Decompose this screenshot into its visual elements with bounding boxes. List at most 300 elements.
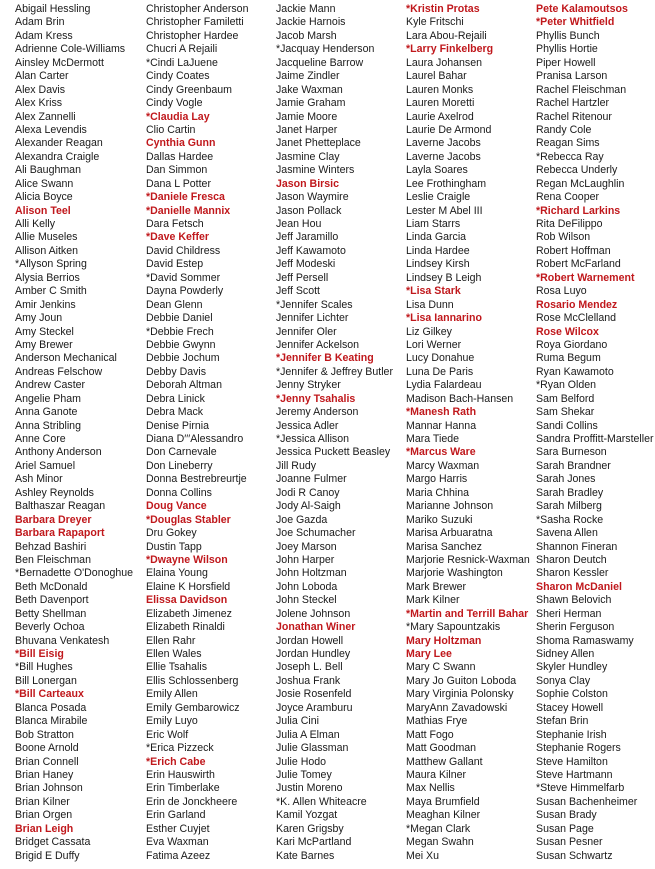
name-entry: Adam Brin — [15, 16, 65, 29]
name-entry: Brian Johnson — [15, 782, 83, 795]
name-entry: Lori Werner — [406, 338, 462, 351]
name-entry: Beverly Ochoa — [15, 621, 85, 634]
name-entry: Angelie Pham — [15, 392, 81, 405]
name-entry: Debra Mack — [146, 406, 204, 419]
name-entry: Alice Swann — [15, 177, 74, 190]
name-entry: Laurie Axelrod — [406, 110, 474, 123]
name-entry: Reagan Sims — [536, 137, 600, 150]
name-entry: Pranisa Larson — [536, 70, 608, 83]
name-entry: *David Sommer — [146, 271, 221, 284]
name-entry: Marisa Sanchez — [406, 540, 482, 553]
name-entry: Laura Johansen — [406, 56, 482, 69]
name-entry: Laurel Bahar — [406, 70, 467, 83]
name-entry: Jason Waymire — [276, 191, 349, 204]
highlighted-name-entry: *Robert Warnement — [536, 271, 635, 284]
name-entry: Jordan Howell — [276, 634, 344, 647]
name-entry: Dustin Tapp — [146, 540, 202, 553]
name-entry: Mannar Hanna — [406, 419, 477, 432]
name-entry: Donna Collins — [146, 486, 212, 499]
name-entry: Allison Aitken — [15, 244, 79, 257]
name-entry: Anderson Mechanical — [15, 352, 117, 365]
name-entry: Don Lineberry — [146, 459, 213, 472]
name-entry: Lindsey B Leigh — [406, 271, 482, 284]
highlighted-name-entry: Rosario Mendez — [536, 298, 618, 311]
name-entry: Brian Kilner — [15, 795, 70, 808]
name-entry: Christopher Hardee — [146, 29, 239, 42]
highlighted-name-entry: *Daniele Fresca — [146, 191, 225, 204]
name-entry: Kamil Yozgat — [276, 809, 338, 822]
name-entry: Ellis Schlossenberg — [146, 674, 239, 687]
name-entry: Madison Bach-Hansen — [406, 392, 514, 405]
name-entry: Mathias Frye — [406, 715, 468, 728]
name-entry: Alli Kelly — [15, 218, 56, 230]
highlighted-name-entry: Jonathan Winer — [276, 621, 356, 634]
name-entry: Mary C Swann — [406, 661, 476, 674]
name-entry: Denise Pirnia — [146, 419, 210, 432]
name-entry: Jake Waxman — [276, 83, 343, 96]
name-entry: Anne Core — [15, 433, 66, 445]
name-entry: Laverne Jacobs — [406, 150, 481, 163]
name-entry: Matt Fogo — [406, 728, 454, 741]
name-entry: Stephanie Irish — [536, 728, 607, 741]
highlighted-name-entry: Jason Birsic — [276, 177, 340, 190]
name-entry: Sara Burneson — [536, 446, 607, 459]
name-entry: Bill Lonergan — [15, 674, 77, 687]
name-entry: John Harper — [276, 553, 335, 566]
name-entry: Lara Abou-Rejaili — [406, 29, 487, 42]
highlighted-name-entry: *Douglas Stabler — [146, 513, 231, 526]
name-entry: Laurie De Armond — [406, 123, 492, 136]
name-entry: *Bill Hughes — [15, 661, 73, 674]
name-entry: *Steve Himmelfarb — [536, 782, 625, 795]
name-entry: Linda Hardee — [406, 244, 470, 257]
name-entry: *Jacquay Henderson — [276, 43, 375, 56]
name-entry: Jennifer Ackelson — [276, 338, 360, 351]
name-entry: Rachel Fleischman — [536, 83, 627, 96]
name-entry: Jody Al-Saigh — [276, 500, 341, 513]
name-entry: Matt Goodman — [406, 742, 477, 755]
name-entry: Janet Harper — [276, 123, 338, 136]
name-entry: *Bernadette O'Donoghue — [15, 567, 134, 580]
name-entry: Boone Arnold — [15, 742, 79, 755]
name-column-2 — [146, 3, 248, 863]
name-entry: Dean Glenn — [146, 298, 203, 311]
name-entry: Julie Hodo — [276, 755, 327, 768]
name-entry: Andreas Felschow — [15, 365, 103, 378]
name-entry: Rosa Luyo — [536, 285, 587, 298]
name-entry: Ellen Wales — [146, 648, 202, 660]
name-entry: Ellen Rahr — [146, 634, 196, 647]
name-entry: Karen Grigsby — [276, 822, 344, 835]
name-entry: Liam Starrs — [406, 218, 461, 230]
highlighted-name-entry: *Dwayne Wilson — [146, 553, 228, 566]
highlighted-name-entry: Mary Holtzman — [406, 634, 482, 647]
highlighted-name-entry: Barbara Rapaport — [15, 527, 105, 540]
name-entry: Amber C Smith — [15, 285, 87, 298]
name-entry: Rachel Ritenour — [536, 110, 612, 123]
name-entry: Maria Chhina — [406, 486, 470, 499]
name-entry: Lauren Monks — [406, 83, 474, 96]
name-entry: Joshua Frank — [276, 674, 341, 687]
name-entry: Margo Harris — [406, 473, 468, 486]
name-entry: *Ryan Olden — [536, 379, 597, 392]
name-entry: Diana D′′′Alessandro — [146, 433, 244, 445]
name-entry: Rose McClelland — [536, 312, 617, 325]
name-entry: Shannon Fineran — [536, 540, 618, 553]
highlighted-name-entry: *Claudia Lay — [146, 110, 210, 123]
name-entry: Esther Cuyjet — [146, 822, 210, 835]
name-entry: Elizabeth Jimenez — [146, 607, 232, 620]
name-entry: Dayna Powderly — [146, 285, 224, 298]
name-entry: Blanca Mirabile — [15, 715, 88, 728]
name-entry: *Rebecca Ray — [536, 150, 604, 163]
name-entry: Bhuvana Venkatesh — [15, 634, 110, 647]
name-entry: Jill Rudy — [276, 459, 317, 472]
name-entry: Alexa Levendis — [15, 123, 87, 136]
name-entry: Sonya Clay — [536, 674, 591, 687]
name-column-4 — [406, 3, 530, 863]
name-entry: Erin Timberlake — [146, 782, 220, 795]
highlighted-name-entry: *Manesh Rath — [406, 406, 477, 419]
name-entry: Debbie Gwynn — [146, 338, 216, 351]
name-entry: David Childress — [146, 244, 221, 257]
name-entry: Debby Davis — [146, 365, 207, 378]
name-entry: Maya Brumfield — [406, 795, 480, 808]
highlighted-name-entry: Alison Teel — [15, 204, 71, 217]
name-entry: Regan McLaughlin — [536, 177, 625, 190]
name-entry: Lydia Falardeau — [406, 379, 482, 392]
name-entry: Clio Cartin — [146, 123, 196, 136]
name-entry: Anna Ganote — [15, 406, 78, 419]
name-entry: Ariel Samuel — [15, 459, 76, 472]
highlighted-name-entry: *Jenny Tsahalis — [276, 392, 356, 405]
name-entry: Luna De Paris — [406, 365, 474, 378]
highlighted-name-entry: *Bill Eisig — [15, 648, 64, 660]
name-entry: Sherin Ferguson — [536, 621, 615, 634]
name-entry: *Sasha Rocke — [536, 513, 604, 526]
name-entry: *Jessica Allison — [276, 433, 350, 445]
name-entry: Stephanie Rogers — [536, 742, 621, 755]
name-entry: *K. Allen Whiteacre — [276, 795, 367, 808]
name-entry: Lee Frothingham — [406, 177, 487, 190]
name-entry: Amy Steckel — [15, 325, 74, 338]
highlighted-name-entry: Sharon McDaniel — [536, 580, 622, 593]
name-entry: Randy Cole — [536, 123, 592, 136]
name-entry: Alan Carter — [15, 70, 69, 83]
name-entry: Steve Hartmann — [536, 768, 613, 781]
name-entry: Erin Garland — [146, 809, 206, 822]
name-entry: Emily Luyo — [146, 715, 198, 728]
name-entry: Debra Linick — [146, 392, 205, 405]
name-entry: Marjorie Resnick-Waxman — [406, 553, 530, 566]
name-entry: Marcy Waxman — [406, 459, 480, 472]
name-entry: Kyle Fritschi — [406, 16, 464, 29]
name-entry: Sarah Bradley — [536, 486, 604, 499]
name-entry: Mary Jo Guiton Loboda — [406, 674, 517, 687]
name-entry: Fatima Azeez — [146, 849, 211, 862]
name-entry: Don Carnevale — [146, 446, 217, 459]
name-entry: Cindy Greenbaum — [146, 83, 232, 96]
name-entry: Sam Shekar — [536, 406, 595, 419]
name-entry: Rena Cooper — [536, 191, 600, 204]
name-entry: Jodi R Canoy — [276, 486, 340, 499]
name-entry: Maura Kilner — [406, 768, 467, 781]
name-entry: Alex Kriss — [15, 97, 63, 110]
name-entry: Steve Hamilton — [536, 755, 608, 768]
name-entry: Joseph L. Bell — [276, 661, 343, 674]
name-entry: Eva Waxman — [146, 836, 209, 849]
name-entry: Marjorie Washington — [406, 567, 503, 580]
name-entry: Ellie Tsahalis — [146, 661, 208, 674]
name-entry: Justin Moreno — [276, 782, 343, 795]
name-entry: Jason Pollack — [276, 204, 342, 217]
name-entry: Mary Virginia Polonsky — [406, 688, 514, 701]
name-entry: Liz Gilkey — [406, 325, 452, 338]
name-entry: Jeremy Anderson — [276, 406, 359, 419]
name-entry: Jordan Hundley — [276, 648, 351, 660]
name-entry: Shoma Ramaswamy — [536, 634, 634, 647]
name-entry: Joanne Fulmer — [276, 473, 347, 486]
name-entry: Jackie Harnois — [276, 16, 346, 29]
name-entry: Rachel Hartzler — [536, 97, 610, 110]
name-entry: Balthaszar Reagan — [15, 500, 106, 513]
name-entry: Susan Pesner — [536, 836, 603, 849]
highlighted-name-entry: *Bill Carteaux — [15, 688, 84, 701]
name-entry: Jean Hou — [276, 218, 322, 230]
name-entry: Adrienne Cole-Williams — [15, 43, 126, 56]
name-entry: Meaghan Kilner — [406, 809, 481, 822]
name-entry: Christopher Familetti — [146, 16, 244, 29]
name-entry: Susan Page — [536, 822, 594, 835]
name-entry: *Debbie Frech — [146, 325, 214, 338]
name-entry: Bridget Cassata — [15, 836, 91, 849]
name-entry: Jessica Puckett Beasley — [276, 446, 391, 459]
name-entry: Sandi Collins — [536, 419, 598, 432]
name-entry: Ryan Kawamoto — [536, 365, 614, 378]
name-entry: Donna Bestrebreurtje — [146, 473, 247, 486]
name-entry: Alex Zannelli — [15, 110, 76, 123]
name-entry: Christopher Anderson — [146, 3, 249, 15]
name-entry: Debbie Jochum — [146, 352, 220, 365]
name-entry: Max Nellis — [406, 782, 455, 795]
name-entry: Jessica Adler — [276, 419, 339, 432]
name-entry: Alysia Berrios — [15, 271, 80, 284]
highlighted-name-entry: *Martin and Terrill Bahar — [406, 607, 529, 620]
name-entry: David Estep — [146, 258, 204, 271]
name-entry: Robert McFarland — [536, 258, 621, 271]
name-entry: Amy Joun — [15, 312, 63, 325]
name-entry: Alicia Boyce — [15, 191, 73, 204]
name-entry: Sam Belford — [536, 392, 595, 405]
name-entry: Lucy Donahue — [406, 352, 475, 365]
name-entry: Alexandra Craigle — [15, 150, 100, 163]
name-entry: Jaime Zindler — [276, 70, 340, 83]
name-entry: John Holtzman — [276, 567, 347, 580]
name-entry: Behzad Bashiri — [15, 540, 87, 553]
highlighted-name-entry: *Larry Finkelberg — [406, 43, 494, 56]
name-entry: Kate Barnes — [276, 849, 335, 862]
name-entry: Jolene Johnson — [276, 607, 351, 620]
name-entry: Ali Baughman — [15, 164, 81, 177]
name-entry: Lindsey Kirsh — [406, 258, 470, 271]
highlighted-name-entry: *Lisa Stark — [406, 285, 461, 298]
name-entry: Joey Marson — [276, 540, 337, 553]
name-entry: Mei Xu — [406, 849, 439, 862]
name-entry: Laverne Jacobs — [406, 137, 481, 150]
name-entry: Mark Brewer — [406, 580, 467, 593]
highlighted-name-entry: *Dave Keffer — [146, 231, 210, 244]
name-entry: Jennifer Oler — [276, 325, 337, 338]
name-entry: Julie Tomey — [276, 768, 332, 781]
name-entry: Anna Stribling — [15, 419, 81, 432]
name-entry: Brian Connell — [15, 755, 79, 768]
name-entry: Joyce Aramburu — [276, 701, 353, 714]
name-entry: *Megan Clark — [406, 822, 471, 835]
name-entry: Lester M Abel III — [406, 204, 483, 217]
name-entry: Dan Simmon — [146, 164, 208, 177]
name-entry: Marianne Johnson — [406, 500, 494, 513]
name-entry: Sarah Jones — [536, 473, 596, 486]
name-entry: Rita DeFilippo — [536, 218, 603, 230]
name-entry: Jacqueline Barrow — [276, 56, 364, 69]
name-entry: Adam Kress — [15, 29, 73, 42]
name-entry: Elizabeth Rinaldi — [146, 621, 225, 634]
name-entry: Jeff Persell — [276, 271, 329, 284]
name-entry: Blanca Posada — [15, 701, 87, 714]
name-entry: Phyllis Bunch — [536, 29, 600, 42]
name-entry: Susan Schwartz — [536, 849, 613, 862]
name-entry: John Loboda — [276, 580, 338, 593]
name-entry: Sarah Milberg — [536, 500, 602, 513]
highlighted-name-entry: *Kristin Protas — [406, 3, 480, 15]
highlighted-name-entry: Brian Leigh — [15, 822, 74, 835]
highlighted-name-entry: *Lisa Iannarino — [406, 312, 482, 325]
name-entry: Alexander Reagan — [15, 137, 103, 150]
name-entry: Alex Davis — [15, 83, 66, 96]
name-entry: Shawn Belovich — [536, 594, 612, 607]
name-entry: Rebecca Underly — [536, 164, 618, 177]
name-entry: Skyler Hundley — [536, 661, 608, 674]
name-entry: Jasmine Winters — [276, 164, 355, 177]
name-entry: Leslie Craigle — [406, 191, 471, 204]
name-entry: Amy Brewer — [15, 338, 73, 351]
name-entry: Debbie Daniel — [146, 312, 213, 325]
name-entry: Brian Orgen — [15, 809, 73, 822]
name-entry: Jeff Jaramillo — [276, 231, 339, 244]
name-entry: John Steckel — [276, 594, 337, 607]
name-entry: Megan Swahn — [406, 836, 474, 849]
name-entry: Chucri A Rejaili — [146, 43, 218, 56]
name-entry: Joe Gazda — [276, 513, 328, 526]
name-entry: Sidney Allen — [536, 648, 595, 660]
name-entry: Sharon Kessler — [536, 567, 609, 580]
name-entry: Layla Soares — [406, 164, 468, 177]
name-entry: Brigid E Duffy — [15, 849, 80, 862]
name-entry: Ben Fleischman — [15, 553, 91, 566]
highlighted-name-entry: Mary Lee — [406, 648, 452, 660]
name-entry: Dana L Potter — [146, 177, 211, 190]
name-entry: Lisa Dunn — [406, 298, 454, 311]
name-entry: Jacob Marsh — [276, 29, 337, 42]
name-entry: Lauren Moretti — [406, 97, 475, 110]
name-entry: Beth McDonald — [15, 580, 88, 593]
name-entry: Cindy Coates — [146, 70, 210, 83]
name-entry: Abigail Hessling — [15, 3, 91, 15]
name-entry: Jamie Moore — [276, 110, 338, 123]
highlighted-name-entry: *Danielle Mannix — [146, 204, 231, 217]
name-entry: Eric Wolf — [146, 728, 189, 741]
name-entry: Ruma Begum — [536, 352, 601, 365]
name-entry: Ash Minor — [15, 473, 63, 486]
name-entry: Julie Glassman — [276, 742, 349, 755]
name-column-3 — [276, 3, 393, 863]
name-entry: Ashley Reynolds — [15, 486, 94, 499]
name-entry: Jennifer Lichter — [276, 312, 349, 325]
name-entry: Stefan Brin — [536, 715, 589, 728]
name-entry: Jeff Scott — [276, 285, 320, 298]
name-entry: Allie Museles — [15, 231, 78, 244]
name-entry: Erin Hauswirth — [146, 768, 215, 781]
name-entry: Bob Stratton — [15, 728, 74, 741]
name-entry: Dara Fetsch — [146, 218, 204, 230]
name-entry: Sarah Brandner — [536, 459, 611, 472]
name-entry: Roya Giordano — [536, 338, 608, 351]
name-entry: Phyllis Hortie — [536, 43, 598, 56]
name-entry: Emily Allen — [146, 688, 198, 701]
name-entry: Anthony Anderson — [15, 446, 102, 459]
name-entry: Matthew Gallant — [406, 755, 483, 768]
name-entry: Ainsley McDermott — [15, 56, 104, 69]
name-entry: Piper Howell — [536, 56, 596, 69]
name-entry: Sophie Colston — [536, 688, 608, 701]
name-entry: Joe Schumacher — [276, 527, 356, 540]
name-entry: Mark Kilner — [406, 594, 460, 607]
name-entry: Brian Haney — [15, 768, 74, 781]
name-entry: Jamie Graham — [276, 97, 346, 110]
name-entry: Linda Garcia — [406, 231, 467, 244]
name-entry: Emily Gembarowicz — [146, 701, 240, 714]
highlighted-name-entry: *Erich Cabe — [146, 755, 206, 768]
name-entry: *Allyson Spring — [15, 258, 87, 271]
name-entry: Jackie Mann — [276, 3, 336, 15]
highlighted-name-entry: Cynthia Gunn — [146, 137, 216, 150]
name-entry: Mara Tiede — [406, 433, 459, 445]
name-entry: Beth Davenport — [15, 594, 89, 607]
name-column-5 — [536, 3, 654, 863]
highlighted-name-entry: *Jennifer B Keating — [276, 352, 374, 365]
name-entry: Jeff Modeski — [276, 258, 336, 271]
highlighted-name-entry: *Richard Larkins — [536, 204, 621, 217]
name-entry: Deborah Altman — [146, 379, 222, 392]
name-entry: Kari McPartland — [276, 836, 352, 849]
highlighted-name-entry: Rose Wilcox — [536, 325, 599, 338]
name-entry: Dallas Hardee — [146, 150, 214, 163]
name-entry: *Jennifer & Jeffrey Butler — [276, 365, 393, 378]
name-entry: Julia A Elman — [276, 728, 340, 741]
name-entry: Andrew Caster — [15, 379, 86, 392]
name-entry: Cindy Vogle — [146, 97, 203, 110]
name-entry: Robert Hoffman — [536, 244, 611, 257]
name-entry: *Erica Pizzeck — [146, 742, 214, 755]
name-entry: Susan Bachenheimer — [536, 795, 638, 808]
name-entry: *Mary Sapountzakis — [406, 621, 501, 634]
name-entry: Sharon Deutch — [536, 553, 607, 566]
highlighted-name-entry: Barbara Dreyer — [15, 513, 92, 526]
highlighted-name-entry: *Peter Whitfield — [536, 16, 615, 29]
name-entry: Mariko Suzuki — [406, 513, 473, 526]
name-entry: *Cindi LaJuene — [146, 56, 218, 69]
highlighted-name-entry: Elissa Davidson — [146, 594, 228, 607]
